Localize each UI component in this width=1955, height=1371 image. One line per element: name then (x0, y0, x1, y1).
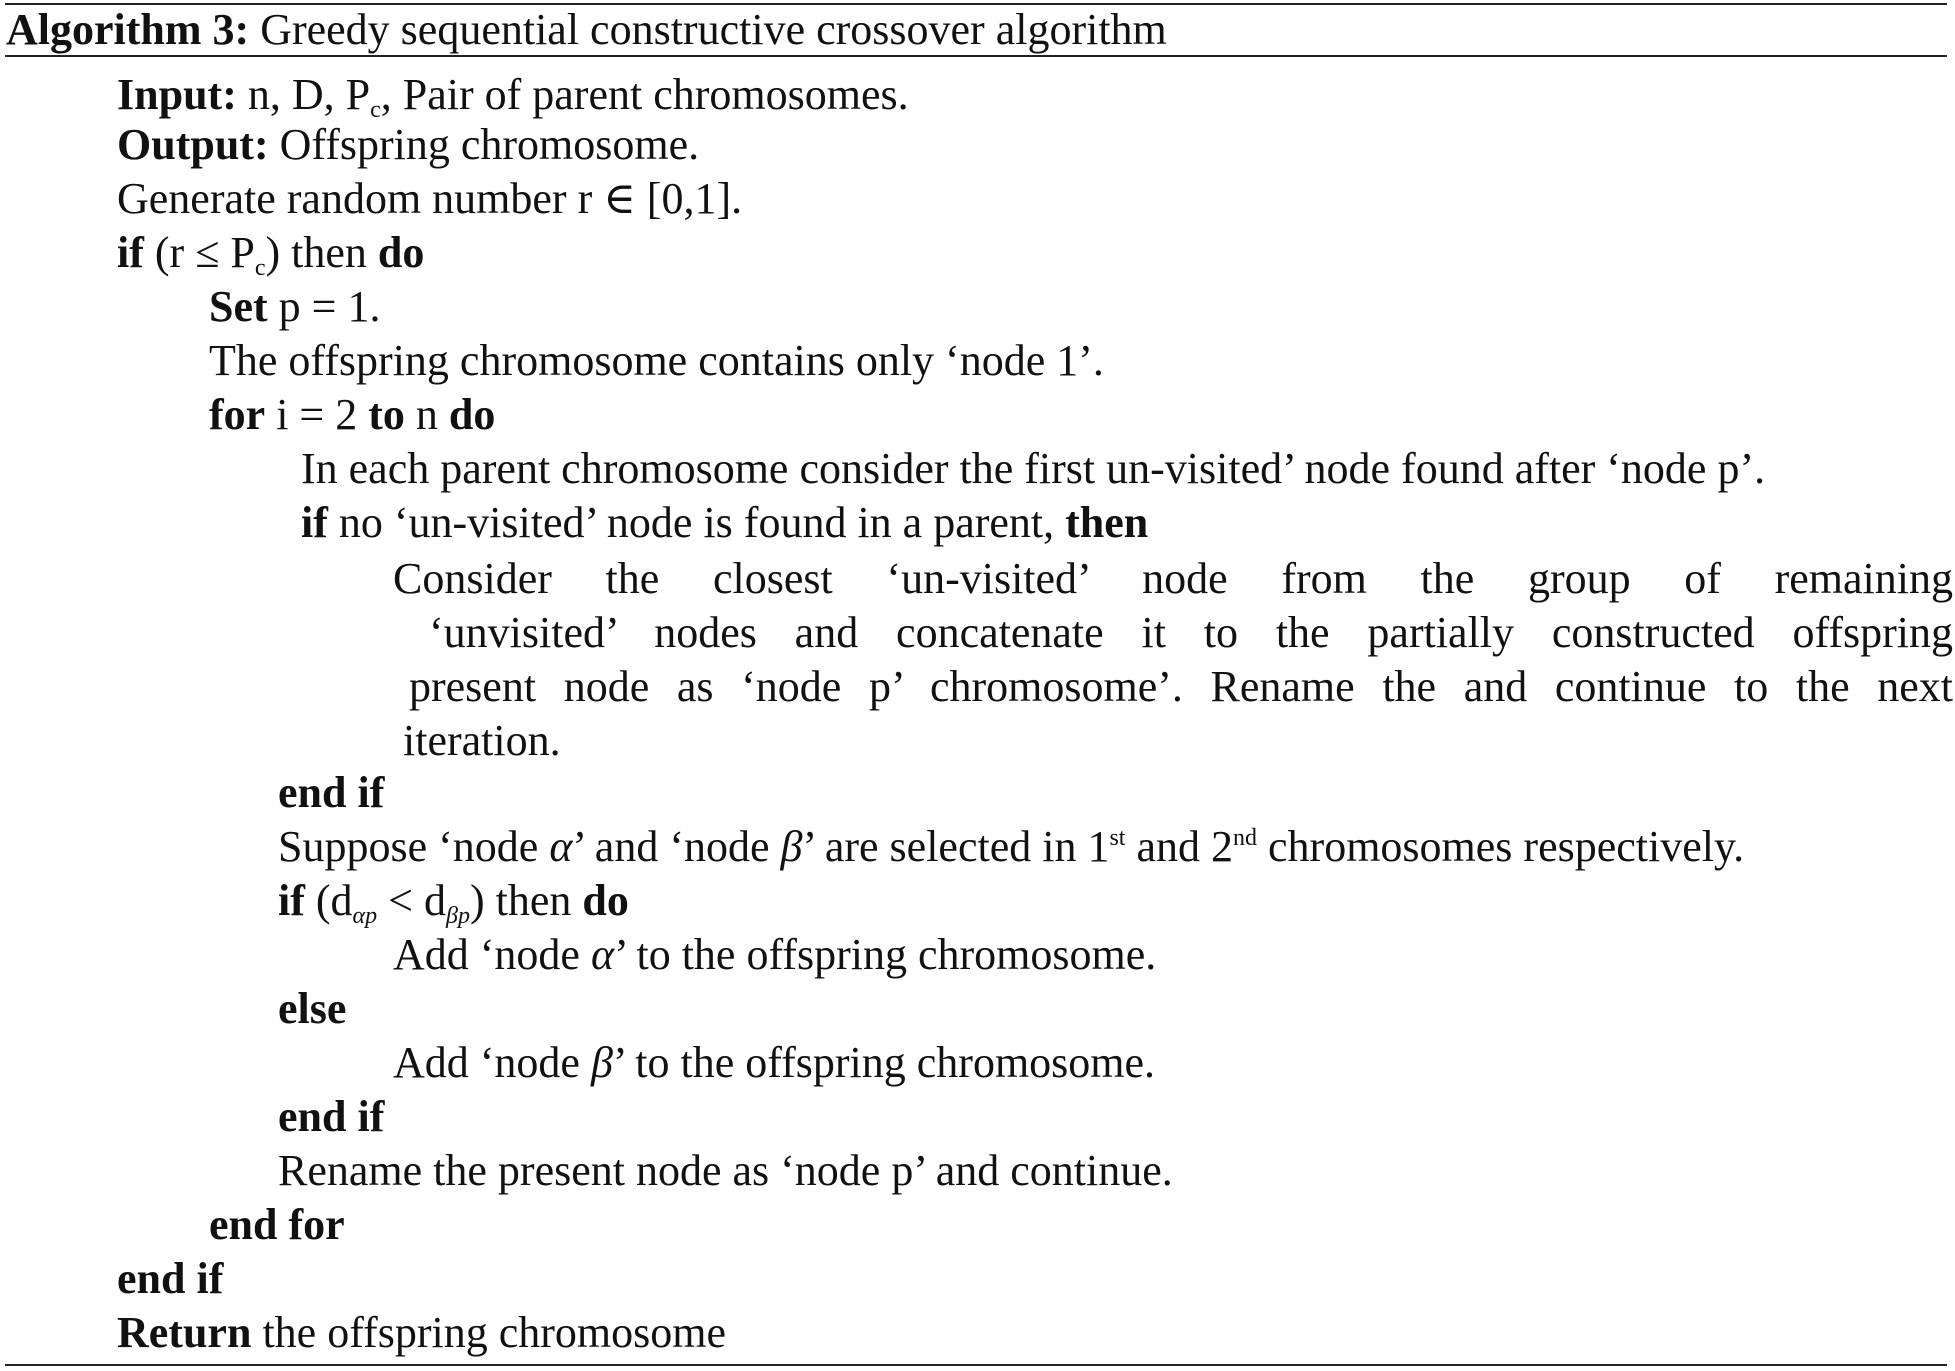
line-else: else (278, 984, 347, 1033)
bottom-rule (5, 1364, 1947, 1366)
consider-paragraph (393, 552, 1953, 768)
line-return: Return the offspring chromosome (117, 1308, 726, 1357)
line-end-for: end for (209, 1200, 345, 1249)
consider-line-4: iteration. (403, 716, 561, 765)
line-add-beta: Add ‘node β’ to the offspring chromosome. (393, 1038, 1156, 1087)
input-keyword: Input: (117, 70, 237, 119)
consider-line-3: present node as ‘node p’ chromosome’. Rename the and continue to the next (409, 662, 1953, 711)
line-if-distance: if (dαp < dβp) then do (278, 876, 629, 929)
line-input: Input: n, D, $P_c$, Pair of parent chromosomes. (117, 70, 909, 123)
line-end-if-1: end if (278, 768, 385, 817)
algorithm-caption (6, 6, 1167, 54)
line-output: Output: Offspring chromosome. (117, 120, 700, 169)
line-if-no-unvisited: if no ‘un-visited’ node is found in a parent, then (301, 498, 1149, 547)
consider-line-2: ‘unvisited’ nodes and concatenate it to the partially constructed offspring (429, 608, 1953, 657)
line-set: Set p = 1. (209, 282, 381, 331)
output-keyword: Output: (117, 120, 269, 169)
line-contains: The offspring chromosome contains only ‘node 1’. (209, 336, 1104, 385)
consider-line-1: Consider the closest ‘un-visited’ node from the group of remaining (393, 554, 1953, 603)
line-rename: Rename the present node as ‘node p’ and continue. (278, 1146, 1173, 1195)
line-generate: Generate random number r ∈ [0,1]. (117, 174, 743, 223)
line-if-crossover: if $(r \le P_c)$ then do (117, 228, 425, 281)
line-for: for i = 2 to n do (209, 390, 496, 439)
line-suppose: Suppose ‘node α’ and ‘node β’ are selected in 1st and 2nd chromosomes respectively. (278, 822, 1745, 871)
caption-rule (5, 55, 1947, 57)
line-each-parent: In each parent chromosome consider the first un-visited’ node found after ‘node p’. (301, 444, 1766, 493)
line-add-alpha: Add ‘node α’ to the offspring chromosome. (393, 930, 1157, 979)
line-end-if-3: end if (117, 1254, 224, 1303)
caption-label: Algorithm 3: (6, 5, 250, 54)
caption-title: Greedy sequential constructive crossover algorithm (260, 5, 1167, 54)
line-end-if-2: end if (278, 1092, 385, 1141)
